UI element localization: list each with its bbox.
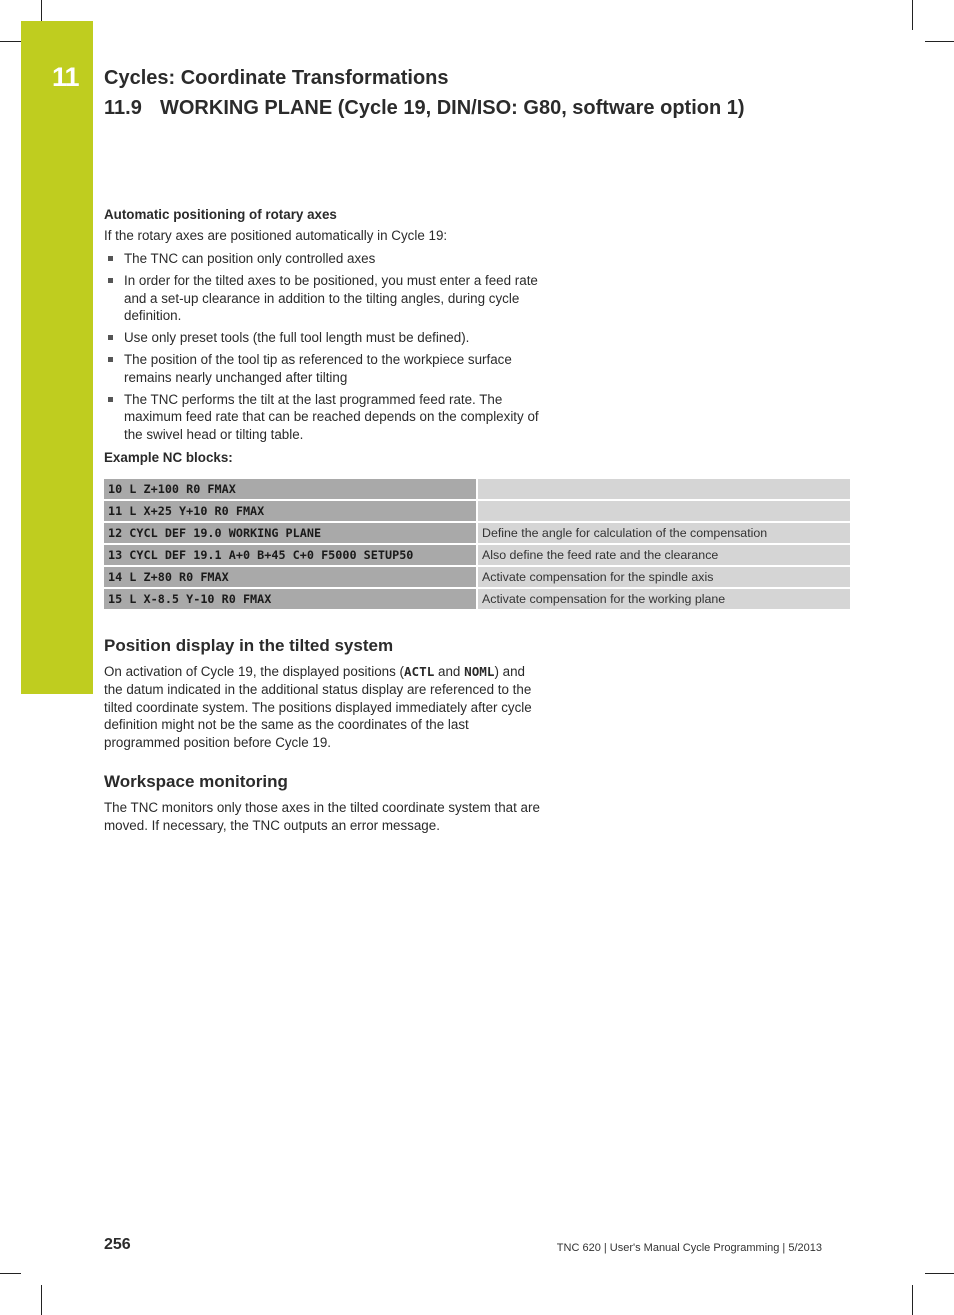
inline-code: NOML	[464, 664, 495, 679]
nc-description-cell: Define the angle for calculation of the compensation	[478, 523, 850, 543]
table-row	[104, 501, 850, 521]
list-item	[104, 391, 544, 444]
crop-mark	[925, 1273, 954, 1274]
crop-mark	[912, 1285, 913, 1315]
crop-mark	[0, 41, 21, 42]
position-display-heading: Position display in the tilted system	[104, 636, 394, 655]
table-row	[104, 479, 850, 499]
crop-mark	[0, 1273, 21, 1274]
nc-code-cell: 12 CYCL DEF 19.0 WORKING PLANE	[104, 523, 478, 543]
section-number: 11.9	[104, 97, 142, 119]
page-number: 256	[104, 1236, 131, 1253]
table-row	[104, 567, 850, 587]
bullet-square-icon	[108, 335, 113, 340]
chapter-tab	[21, 21, 93, 694]
nc-description-cell	[478, 501, 850, 521]
list-item-text: The TNC performs the tilt at the last programmed feed rate. The maximum feed rate that can be reached depends on the complexity of the swivel head or tilting table.	[124, 391, 539, 443]
text-run: ) and the datum indicated in the additional status display are referenced to the tilted coordinate system. The positions displayed immediately after cycle definition might not be the same as the coordinates of the last programmed position before Cycle 19.	[104, 664, 532, 751]
nc-description-cell: Activate compensation for the spindle axis	[478, 567, 850, 587]
section-title	[104, 97, 745, 120]
nc-code-cell: 15 L X-8.5 Y-10 R0 FMAX	[104, 589, 478, 609]
inline-code: ACTL	[403, 664, 435, 679]
nc-description-cell	[478, 479, 850, 499]
workspace-text: The TNC monitors only those axes in the tilted coordinate system that are moved. If necessary, the TNC outputs an error message.	[104, 800, 540, 833]
list-item	[104, 351, 544, 387]
workspace-heading: Workspace monitoring	[104, 772, 288, 791]
nc-code-cell: 11 L X+25 Y+10 R0 FMAX	[104, 501, 478, 521]
example-heading: Example NC blocks:	[104, 450, 233, 465]
bullet-square-icon	[108, 397, 113, 402]
bullet-square-icon	[108, 256, 113, 261]
bullet-square-icon	[108, 278, 113, 283]
text-run: and	[434, 664, 465, 679]
list-item-text: The position of the tool tip as referenced to the workpiece surface remains nearly unchanged after tilting	[124, 351, 512, 385]
footer-text: TNC 620 | User's Manual Cycle Programming | 5/2013	[556, 1242, 822, 1254]
crop-mark	[925, 41, 954, 42]
workspace-section	[104, 772, 288, 792]
list-item-text: Use only preset tools (the full tool length must be defined).	[124, 330, 470, 346]
table-row	[104, 545, 850, 565]
position-display-text	[104, 663, 544, 752]
crop-mark	[912, 0, 913, 30]
bullet-square-icon	[108, 357, 113, 362]
nc-code-cell: 10 L Z+100 R0 FMAX	[104, 479, 478, 499]
nc-code-cell: 14 L Z+80 R0 FMAX	[104, 567, 478, 587]
table-row	[104, 589, 850, 609]
nc-description-cell: Also define the feed rate and the clearance	[478, 545, 850, 565]
auto-positioning-heading: Automatic positioning of rotary axes	[104, 207, 337, 222]
chapter-number: 11	[52, 62, 79, 92]
crop-mark	[41, 0, 42, 21]
chapter-title: Cycles: Coordinate Transformations	[104, 67, 449, 89]
table-row	[104, 523, 850, 543]
nc-code-cell: 13 CYCL DEF 19.1 A+0 B+45 C+0 F5000 SETUP50	[104, 545, 478, 565]
position-display-section	[104, 636, 393, 656]
list-item-text: In order for the tilted axes to be positioned, you must enter a feed rate and a set-up clearance in addition to the tilting angles, during cycle definition.	[124, 272, 538, 324]
auto-positioning-intro: If the rotary axes are positioned automatically in Cycle 19:	[104, 228, 448, 243]
nc-description-cell: Activate compensation for the working plane	[478, 589, 850, 609]
list-item-text: The TNC can position only controlled axes	[124, 251, 376, 266]
nc-blocks-table	[104, 477, 850, 611]
list-item	[104, 329, 544, 347]
crop-mark	[41, 1285, 42, 1315]
text-run: On activation of Cycle 19, the displayed positions (	[104, 664, 404, 679]
list-item	[104, 272, 544, 325]
auto-positioning-list	[104, 250, 544, 448]
list-item	[104, 250, 544, 268]
section-title-text: WORKING PLANE (Cycle 19, DIN/ISO: G80, software option 1)	[160, 97, 745, 119]
